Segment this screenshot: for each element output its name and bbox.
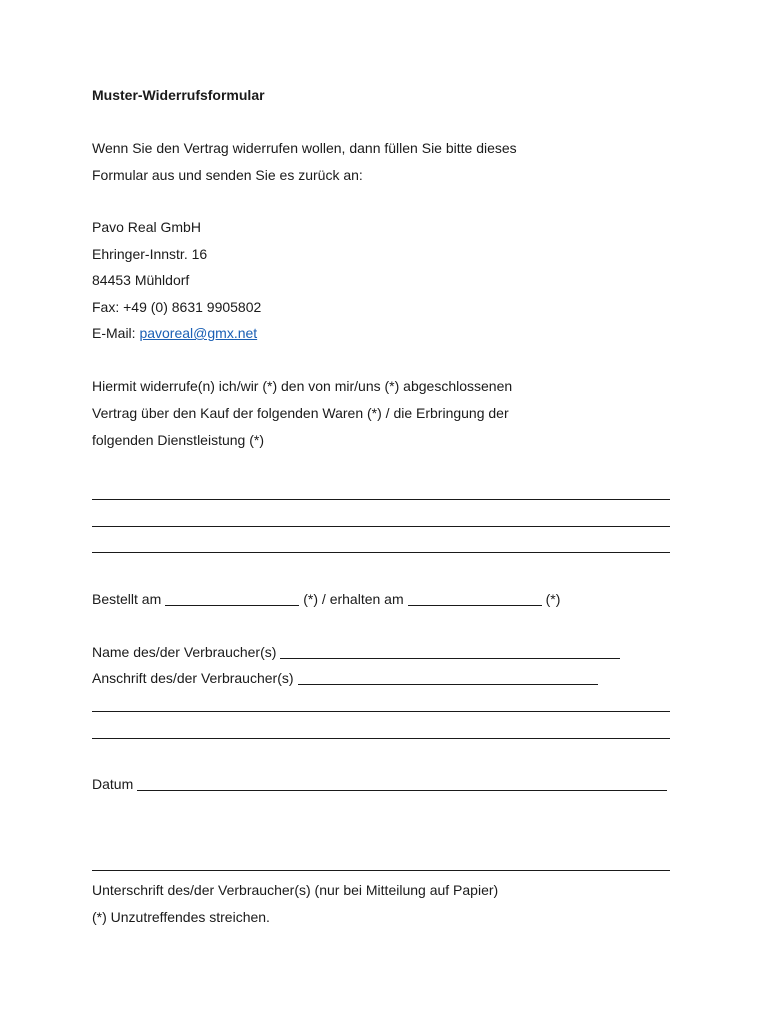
received-date-field[interactable] — [408, 591, 542, 606]
revocation-text-line-1: Hiermit widerrufe(n) ich/wir (*) den von mir/uns (*) abgeschlossenen — [92, 378, 513, 394]
revocation-text-line-2: Vertrag über den Kauf der folgenden Waren (*) / die Erbringung der — [92, 405, 509, 421]
ordered-footnote-marker: (*) — [545, 591, 561, 607]
consumer-address-field[interactable] — [298, 670, 598, 685]
order-dates-row — [92, 590, 560, 608]
email-link[interactable]: pavoreal@gmx.net — [139, 325, 258, 341]
goods-input-line-1[interactable] — [92, 499, 670, 500]
goods-input-line-3[interactable] — [92, 552, 670, 553]
address-input-line-2[interactable] — [92, 738, 670, 739]
email-label: E-Mail: — [92, 325, 136, 341]
ordered-date-field[interactable] — [165, 591, 299, 606]
address-input-line-1[interactable] — [92, 711, 670, 712]
company-city: 84453 Mühldorf — [92, 272, 190, 288]
signature-label: Unterschrift des/der Verbraucher(s) (nur bei Mitteilung auf Papier) — [92, 882, 499, 898]
company-email-row — [92, 324, 257, 342]
footnote: (*) Unzutreffendes streichen. — [92, 909, 270, 925]
date-field[interactable] — [137, 776, 667, 791]
company-street: Ehringer-Innstr. 16 — [92, 246, 208, 262]
company-name: Pavo Real GmbH — [92, 219, 201, 235]
date-label: Datum — [92, 776, 134, 792]
signature-line[interactable] — [92, 870, 670, 871]
company-fax: Fax: +49 (0) 8631 9905802 — [92, 299, 262, 315]
document-title: Muster-Widerrufsformular — [92, 87, 265, 103]
goods-input-line-2[interactable] — [92, 526, 670, 527]
consumer-name-label: Name des/der Verbraucher(s) — [92, 644, 277, 660]
received-label: (*) / erhalten am — [303, 591, 404, 607]
consumer-address-label: Anschrift des/der Verbraucher(s) — [92, 670, 294, 686]
consumer-name-row — [92, 643, 624, 661]
revocation-text-line-3: folgenden Dienstleistung (*) — [92, 432, 264, 448]
consumer-address-row — [92, 669, 602, 687]
intro-text-line-1: Wenn Sie den Vertrag widerrufen wollen, dann füllen Sie bitte dieses — [92, 140, 517, 156]
intro-text-line-2: Formular aus und senden Sie es zurück an: — [92, 167, 363, 183]
consumer-name-field[interactable] — [280, 644, 620, 659]
ordered-label: Bestellt am — [92, 591, 162, 607]
date-row — [92, 775, 671, 793]
